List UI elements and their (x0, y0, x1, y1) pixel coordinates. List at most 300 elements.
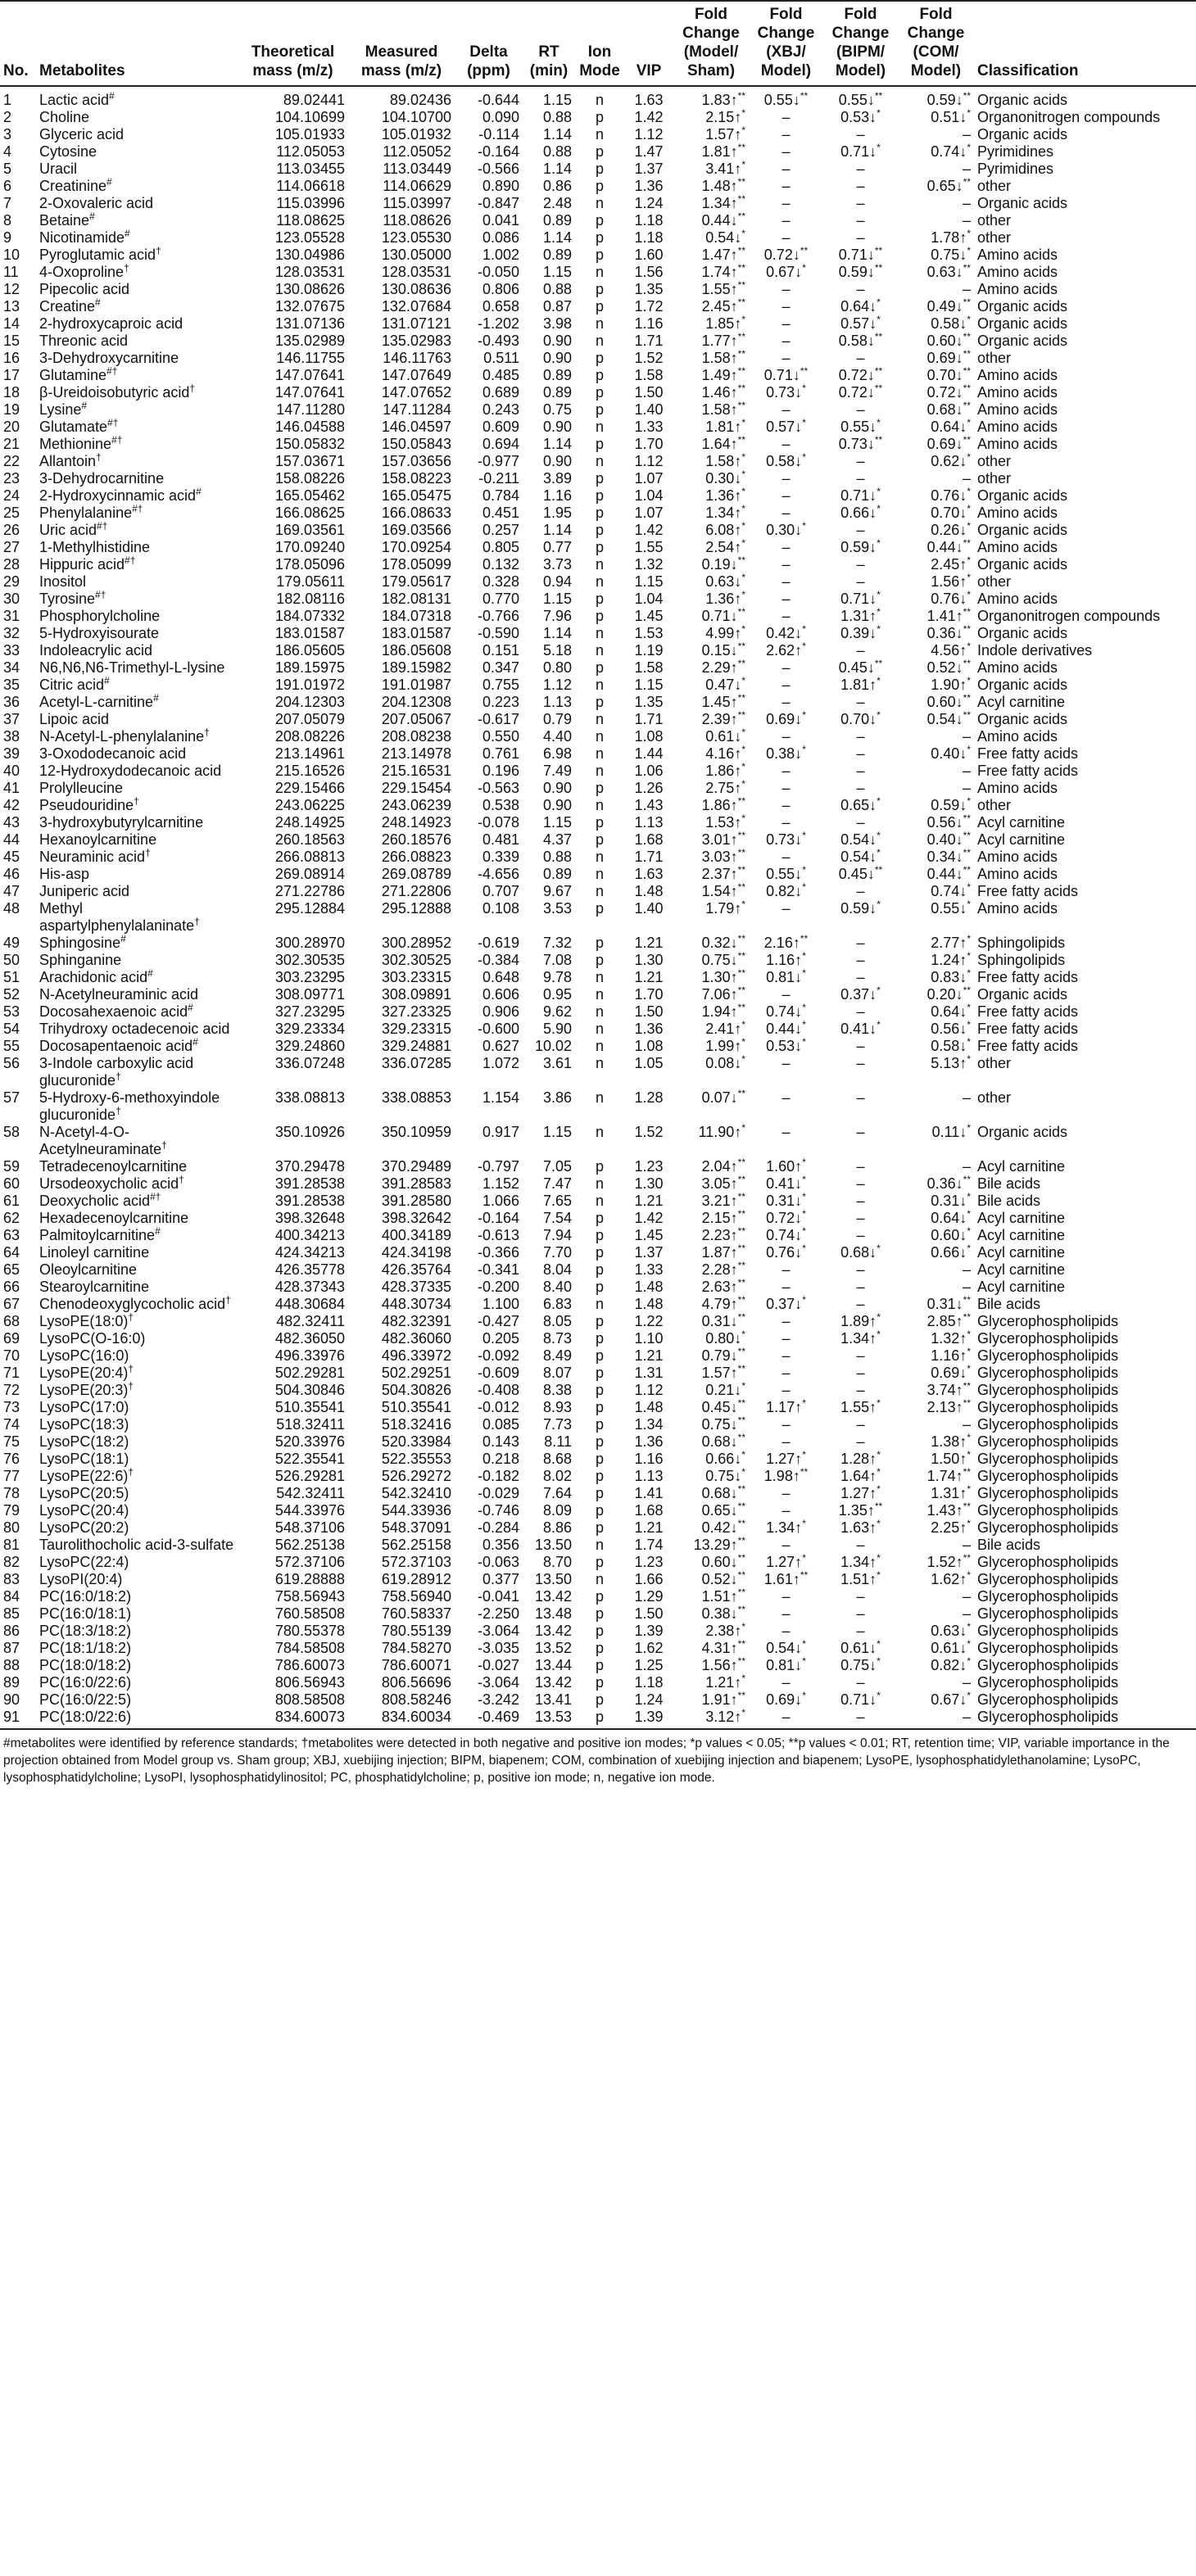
fold-change-bipm-model: 1.63↑* (840, 1519, 881, 1536)
measured-mass: 147.11284 (383, 401, 451, 418)
ion-mode: p (595, 522, 604, 538)
fold-change-model-sham: 0.32↓** (701, 935, 745, 951)
fold-change-com-model: 0.60↓** (926, 333, 971, 349)
vip-score: 1.21 (634, 969, 664, 985)
table-row (0, 659, 1196, 677)
theoretical-mass: 780.55378 (274, 1623, 345, 1639)
fold-change-com-model: 1.24↑* (931, 952, 971, 968)
metabolite-name: 5-Hydroxy-6-methoxyindole glucuronide† (39, 1089, 220, 1123)
measured-mass: 834.60034 (348, 1709, 455, 1729)
delta-ppm: 0.890 (482, 178, 519, 194)
fold-change-xbj-model: 1.17↑* (766, 1399, 806, 1415)
vip-score: 1.21 (634, 935, 664, 951)
delta-ppm: -0.027 (477, 1657, 519, 1673)
fold-change-com-model: – (962, 281, 971, 297)
vip-score: 1.63 (634, 866, 664, 882)
row-number: 66 (3, 1279, 20, 1295)
fold-change-xbj-model: – (781, 195, 791, 211)
table-row (0, 573, 1196, 591)
ion-mode: p (595, 109, 604, 125)
measured-mass: 329.23315 (381, 1021, 451, 1037)
delta-ppm: 0.609 (482, 419, 519, 435)
fold-change-model-sham: 1.36↑* (705, 591, 745, 607)
theoretical-mass: 170.09240 (274, 539, 345, 555)
theoretical-mass: 526.29281 (274, 1468, 345, 1484)
theoretical-mass: 619.28888 (274, 1571, 345, 1587)
retention-time: 13.42 (534, 1588, 572, 1605)
row-number: 15 (3, 333, 20, 349)
row-number: 61 (3, 1193, 20, 1209)
vip-score: 1.04 (634, 487, 664, 504)
fold-change-bipm-model: – (856, 1055, 865, 1071)
fold-change-model-sham: 2.45↑** (701, 298, 745, 315)
fold-change-model-sham: 0.08↓* (705, 1055, 745, 1071)
fold-change-com-model: – (962, 763, 971, 779)
fold-change-xbj-model: – (781, 281, 791, 297)
metabolite-name: N6,N6,N6-Trimethyl-L-lysine (39, 659, 225, 676)
metabolite-name: Stearoylcarnitine (39, 1279, 150, 1295)
fold-change-bipm-model: 0.75↓* (840, 1657, 881, 1673)
row-number: 42 (3, 797, 20, 813)
row-number: 9 (3, 229, 12, 246)
delta-ppm: -0.029 (477, 1485, 519, 1501)
metabolite-name: Tyrosine#† (39, 591, 106, 607)
retention-time: 0.75 (542, 401, 572, 418)
theoretical-mass: 184.07332 (274, 608, 345, 624)
row-number: 81 (3, 1537, 20, 1553)
vip-score: 1.62 (634, 1640, 664, 1656)
vip-score: 1.68 (634, 831, 664, 848)
fold-change-bipm-model: 0.71↓* (840, 1691, 881, 1708)
classification: Glycerophospholipids (977, 1691, 1119, 1708)
fold-change-com-model: 0.70↓* (931, 505, 971, 521)
fold-change-bipm-model: – (856, 556, 865, 573)
theoretical-mass: 243.06225 (274, 797, 345, 813)
ion-mode: n (595, 849, 604, 865)
fold-change-bipm-model: 0.59↓* (840, 539, 881, 555)
fold-change-xbj-model: – (781, 797, 791, 813)
fold-change-model-sham: 1.99↑* (705, 1038, 745, 1054)
fold-change-model-sham: 1.34↑** (701, 195, 745, 211)
fold-change-com-model: 0.61↓* (931, 1640, 971, 1656)
fold-change-com-model: 0.20↓** (926, 986, 971, 1003)
metabolite-name: Arachidonic acid# (39, 969, 153, 985)
vip-score: 1.42 (634, 1210, 664, 1226)
metabolite-name: Lactic acid# (39, 90, 115, 108)
row-number: 35 (3, 677, 20, 693)
fold-change-bipm-model: – (856, 212, 865, 229)
ion-mode: p (595, 1416, 604, 1433)
table-row (0, 505, 1196, 522)
metabolite-name: Glyceric acid (39, 126, 125, 143)
fold-change-com-model: 0.76↓* (931, 591, 971, 607)
row-number: 72 (3, 1382, 20, 1398)
measured-mass: 370.29489 (381, 1158, 451, 1175)
vip-score: 1.70 (634, 986, 664, 1003)
metabolite-name: Acetyl-L-carnitine# (39, 694, 159, 710)
vip-score: 1.08 (634, 1038, 664, 1054)
vip-score: 1.45 (634, 608, 664, 624)
metabolite-name: Citric acid# (39, 677, 110, 693)
theoretical-mass: 398.32648 (274, 1210, 345, 1226)
fold-change-xbj-model: – (781, 556, 791, 573)
classification: Acyl carnitine (977, 1279, 1066, 1295)
row-number: 17 (3, 367, 20, 383)
ion-mode: p (595, 1210, 604, 1226)
retention-time: 0.79 (542, 711, 572, 727)
classification: Organic acids (977, 625, 1068, 641)
table-row (0, 831, 1196, 849)
delta-ppm: 0.151 (482, 642, 519, 659)
retention-time: 0.89 (542, 247, 572, 263)
theoretical-mass: 758.56943 (274, 1588, 345, 1605)
row-number: 4 (3, 143, 12, 160)
classification: Glycerophospholipids (977, 1468, 1119, 1484)
metabolite-name: Chenodeoxyglycocholic acid† (39, 1296, 231, 1312)
classification: Acyl carnitine (977, 1158, 1066, 1175)
theoretical-mass: 302.30535 (274, 952, 345, 968)
col-header-vip: VIP (624, 1, 673, 86)
measured-mass: 118.08626 (383, 212, 451, 229)
vip-score: 1.21 (634, 1193, 664, 1209)
fold-change-xbj-model: – (781, 298, 791, 315)
fold-change-com-model: – (962, 1158, 971, 1175)
classification: Acyl carnitine (977, 1210, 1066, 1226)
delta-ppm: 1.072 (482, 1055, 519, 1071)
delta-ppm: 0.550 (482, 728, 519, 745)
fold-change-bipm-model: – (856, 1003, 865, 1020)
retention-time: 1.14 (542, 229, 572, 246)
fold-change-xbj-model: – (781, 573, 791, 590)
vip-score: 1.48 (634, 1399, 664, 1415)
delta-ppm: 0.761 (482, 745, 519, 762)
row-number: 68 (3, 1313, 20, 1329)
retention-time: 7.70 (542, 1244, 572, 1261)
fold-change-com-model: 1.41↑** (926, 608, 971, 624)
theoretical-mass: 146.04588 (274, 419, 345, 435)
retention-time: 7.32 (542, 935, 572, 951)
fold-change-com-model: 0.56↓* (931, 1021, 971, 1037)
table-row (0, 195, 1196, 212)
fold-change-model-sham: 1.58↑** (701, 401, 745, 418)
classification: Bile acids (977, 1175, 1041, 1192)
measured-mass: 170.09254 (381, 539, 451, 555)
table-row (0, 1640, 1196, 1657)
measured-mass: 336.07285 (381, 1055, 451, 1071)
fold-change-model-sham: 1.86↑* (705, 763, 745, 779)
theoretical-mass: 147.11280 (276, 401, 345, 418)
classification: Acyl carnitine (977, 831, 1066, 848)
fold-change-xbj-model: – (781, 849, 791, 865)
row-number: 47 (3, 883, 20, 899)
classification: Acyl carnitine (977, 694, 1066, 710)
theoretical-mass: 329.24860 (274, 1038, 345, 1054)
vip-score: 1.70 (634, 436, 664, 452)
classification: Glycerophospholipids (977, 1657, 1119, 1673)
metabolite-name: Methionine#† (39, 436, 123, 452)
ion-mode: n (595, 763, 604, 779)
metabolite-name: Inositol (39, 573, 87, 590)
retention-time: 8.68 (542, 1451, 572, 1467)
measured-mass: 150.05843 (381, 436, 451, 452)
metabolite-name: 3-Dehydrocarnitine (39, 470, 165, 487)
fold-change-xbj-model: – (781, 333, 791, 349)
delta-ppm: 0.090 (482, 109, 519, 125)
fold-change-xbj-model: – (781, 1313, 791, 1329)
classification: Sphingolipids (977, 952, 1066, 968)
retention-time: 0.89 (542, 367, 572, 383)
retention-time: 1.95 (542, 505, 572, 521)
table-row (0, 1244, 1196, 1261)
table-row (0, 315, 1196, 333)
measured-mass: 114.06629 (383, 178, 451, 194)
fold-change-xbj-model: 0.44↓* (766, 1021, 806, 1037)
fold-change-xbj-model: – (781, 126, 791, 143)
row-number: 70 (3, 1347, 20, 1364)
table-row (0, 1468, 1196, 1485)
fold-change-model-sham: 2.75↑* (705, 780, 745, 796)
measured-mass: 146.11763 (383, 350, 451, 366)
row-number: 63 (3, 1227, 20, 1243)
delta-ppm: 0.257 (482, 522, 519, 538)
retention-time: 8.73 (542, 1330, 572, 1347)
metabolite-name: Juniperic acid (39, 883, 130, 899)
theoretical-mass: 123.05528 (274, 229, 345, 246)
theoretical-mass: 502.29281 (274, 1365, 345, 1381)
fold-change-com-model: 0.36↓** (926, 1175, 971, 1192)
fold-change-xbj-model: – (781, 350, 791, 366)
fold-change-model-sham: 1.79↑* (705, 900, 745, 917)
row-number: 16 (3, 350, 20, 366)
fold-change-xbj-model: – (781, 1433, 791, 1450)
fold-change-model-sham: 0.66↓* (705, 1451, 745, 1467)
fold-change-model-sham: 3.01↑** (701, 831, 745, 848)
classification: Amino acids (977, 849, 1058, 865)
metabolite-name: Palmitoylcarnitine# (39, 1227, 161, 1243)
delta-ppm: -0.092 (477, 1347, 519, 1364)
measured-mass: 158.08223 (381, 470, 451, 487)
fold-change-model-sham: 0.30↓* (705, 470, 745, 487)
retention-time: 9.62 (542, 1003, 572, 1020)
fold-change-model-sham: 2.37↑** (701, 866, 745, 882)
fold-change-com-model: 0.69↓* (931, 1365, 971, 1381)
delta-ppm: -0.200 (477, 1279, 519, 1295)
vip-score: 1.71 (634, 333, 664, 349)
classification: Amino acids (977, 728, 1058, 745)
ion-mode: p (595, 350, 604, 366)
theoretical-mass: 182.08116 (276, 591, 345, 607)
classification: Amino acids (977, 436, 1058, 452)
vip-score: 1.48 (634, 1296, 664, 1312)
fold-change-model-sham: 1.87↑** (701, 1244, 745, 1261)
vip-score: 1.63 (634, 92, 664, 108)
theoretical-mass: 510.35541 (274, 1399, 345, 1415)
fold-change-com-model: 0.59↓* (931, 797, 971, 813)
measured-mass: 269.08789 (381, 866, 451, 882)
classification: Indole derivatives (977, 642, 1093, 659)
fold-change-model-sham: 1.51↑** (701, 1588, 745, 1605)
fold-change-xbj-model: 0.76↓* (766, 1244, 806, 1261)
ion-mode: p (595, 1588, 604, 1605)
theoretical-mass: 350.10926 (274, 1124, 345, 1140)
classification: other (977, 470, 1012, 487)
vip-score: 1.37 (634, 161, 664, 177)
delta-ppm: -0.427 (477, 1313, 519, 1329)
delta-ppm: 0.511 (483, 350, 519, 366)
classification: Amino acids (977, 401, 1058, 418)
vip-score: 1.53 (634, 625, 664, 641)
classification: Glycerophospholipids (977, 1571, 1119, 1587)
fold-change-com-model: 0.68↓** (926, 401, 971, 418)
ion-mode: n (595, 1003, 604, 1020)
vip-score: 1.08 (634, 728, 664, 745)
delta-ppm: -0.164 (477, 143, 519, 160)
table-row (0, 522, 1196, 539)
fold-change-model-sham: 1.46↑** (701, 384, 745, 401)
delta-ppm: 0.806 (482, 281, 519, 297)
table-row (0, 1038, 1196, 1055)
ion-mode: p (595, 1244, 604, 1261)
measured-mass: 428.37335 (381, 1279, 451, 1295)
fold-change-xbj-model: – (781, 505, 791, 521)
fold-change-xbj-model: 0.82↓* (766, 883, 806, 899)
retention-time: 1.12 (542, 677, 572, 693)
fold-change-com-model: 0.40↓** (926, 831, 971, 848)
theoretical-mass: 178.05096 (274, 556, 345, 573)
fold-change-com-model: 0.72↓** (926, 384, 971, 401)
table-row (0, 126, 1196, 143)
fold-change-model-sham: 4.16↑* (705, 745, 745, 762)
classification: Glycerophospholipids (977, 1433, 1119, 1450)
row-number: 33 (3, 642, 20, 659)
ion-mode: n (595, 333, 604, 349)
fold-change-model-sham: 1.21↑* (705, 1674, 745, 1691)
fold-change-com-model: – (962, 728, 971, 745)
fold-change-com-model: – (962, 126, 971, 143)
metabolite-name: Glutamate#† (39, 419, 119, 435)
measured-mass: 130.08636 (381, 281, 451, 297)
ion-mode: p (595, 470, 604, 487)
theoretical-mass: 391.28538 (274, 1175, 345, 1192)
fold-change-com-model: 0.31↓* (931, 1193, 971, 1209)
classification: Amino acids (977, 900, 1058, 917)
classification: Free fatty acids (977, 745, 1079, 762)
ion-mode: p (595, 1313, 604, 1329)
table-row (0, 1313, 1196, 1330)
fold-change-com-model: 2.85↑** (926, 1313, 971, 1329)
classification: Glycerophospholipids (977, 1451, 1119, 1467)
retention-time: 13.50 (534, 1537, 572, 1553)
fold-change-com-model: 0.60↓** (926, 694, 971, 710)
theoretical-mass: 105.01933 (274, 126, 345, 143)
measured-mass: 327.23325 (381, 1003, 451, 1020)
retention-time: 1.15 (542, 814, 572, 831)
classification: Organic acids (977, 986, 1068, 1003)
ion-mode: p (595, 1451, 604, 1467)
table-row (0, 247, 1196, 264)
fold-change-xbj-model: – (781, 1485, 791, 1501)
col-header-fc-xbj-model: Fold Change (XBJ/ Model) (749, 1, 823, 86)
fold-change-model-sham: 2.41↑* (705, 1021, 745, 1037)
fold-change-model-sham: 6.08↑* (705, 522, 745, 538)
theoretical-mass: 165.05462 (274, 487, 345, 504)
fold-change-xbj-model: 0.74↓* (766, 1003, 806, 1020)
table-row (0, 1554, 1196, 1571)
row-number: 85 (3, 1605, 20, 1622)
fold-change-bipm-model: – (856, 1279, 865, 1295)
delta-ppm: 0.086 (482, 229, 519, 246)
theoretical-mass: 191.01972 (274, 677, 345, 693)
vip-score: 1.28 (634, 1089, 664, 1106)
ion-mode: n (595, 315, 604, 332)
vip-score: 1.43 (634, 797, 664, 813)
retention-time: 7.47 (542, 1175, 572, 1192)
delta-ppm: -0.766 (477, 608, 519, 624)
fold-change-model-sham: 0.21↓* (705, 1382, 745, 1398)
fold-change-model-sham: 0.75↓** (701, 1416, 745, 1433)
classification: Organic acids (977, 92, 1068, 108)
theoretical-mass: 207.05079 (274, 711, 345, 727)
metabolite-name: Allantoin† (39, 453, 102, 469)
col-header-no: No. (0, 1, 36, 86)
row-number: 29 (3, 573, 20, 590)
fold-change-xbj-model: – (781, 1089, 791, 1106)
vip-score: 1.35 (634, 281, 664, 297)
table-row (0, 1485, 1196, 1502)
ion-mode: n (595, 986, 604, 1003)
fold-change-bipm-model: 0.57↓* (840, 315, 881, 332)
col-header-fc-model-sham: Fold Change (Model/ Sham) (673, 1, 749, 86)
measured-mass: 213.14978 (381, 745, 451, 762)
metabolite-name: Uric acid#† (39, 522, 108, 538)
fold-change-com-model: – (962, 1588, 971, 1605)
fold-change-com-model: 1.16↑* (931, 1347, 971, 1364)
ion-mode: n (595, 1089, 604, 1106)
fold-change-model-sham: 0.68↓** (701, 1485, 745, 1501)
fold-change-com-model: 0.69↓** (926, 350, 971, 366)
fold-change-xbj-model: – (781, 763, 791, 779)
delta-ppm: -0.469 (455, 1709, 523, 1729)
row-number: 5 (3, 161, 12, 177)
retention-time: 0.88 (542, 849, 572, 865)
classification: Bile acids (977, 1537, 1041, 1553)
retention-time: 8.70 (542, 1554, 572, 1570)
measured-mass: 544.33936 (381, 1502, 451, 1519)
vip-score: 1.16 (634, 315, 664, 332)
row-number: 46 (3, 866, 20, 882)
vip-score: 1.48 (634, 883, 664, 899)
row-number: 52 (3, 986, 20, 1003)
retention-time: 1.13 (542, 694, 572, 710)
row-number: 64 (3, 1244, 20, 1261)
retention-time: 0.94 (542, 573, 572, 590)
measured-mass: 391.28583 (381, 1175, 451, 1192)
ion-mode: n (595, 453, 604, 469)
vip-score: 1.40 (634, 401, 664, 418)
table-row (0, 986, 1196, 1003)
table-row (0, 298, 1196, 315)
fold-change-com-model: 0.54↓** (926, 711, 971, 727)
fold-change-com-model: 0.40↓* (931, 745, 971, 762)
metabolite-name: Prolylleucine (39, 780, 124, 796)
metabolite-name: PC(18:3/18:2) (39, 1623, 132, 1639)
vip-score: 1.13 (634, 1468, 664, 1484)
fold-change-bipm-model: – (856, 1089, 865, 1106)
col-header-delta: Delta (ppm) (455, 1, 523, 86)
row-number: 86 (3, 1623, 20, 1639)
ion-mode: p (595, 1468, 604, 1484)
table-row (0, 883, 1196, 900)
